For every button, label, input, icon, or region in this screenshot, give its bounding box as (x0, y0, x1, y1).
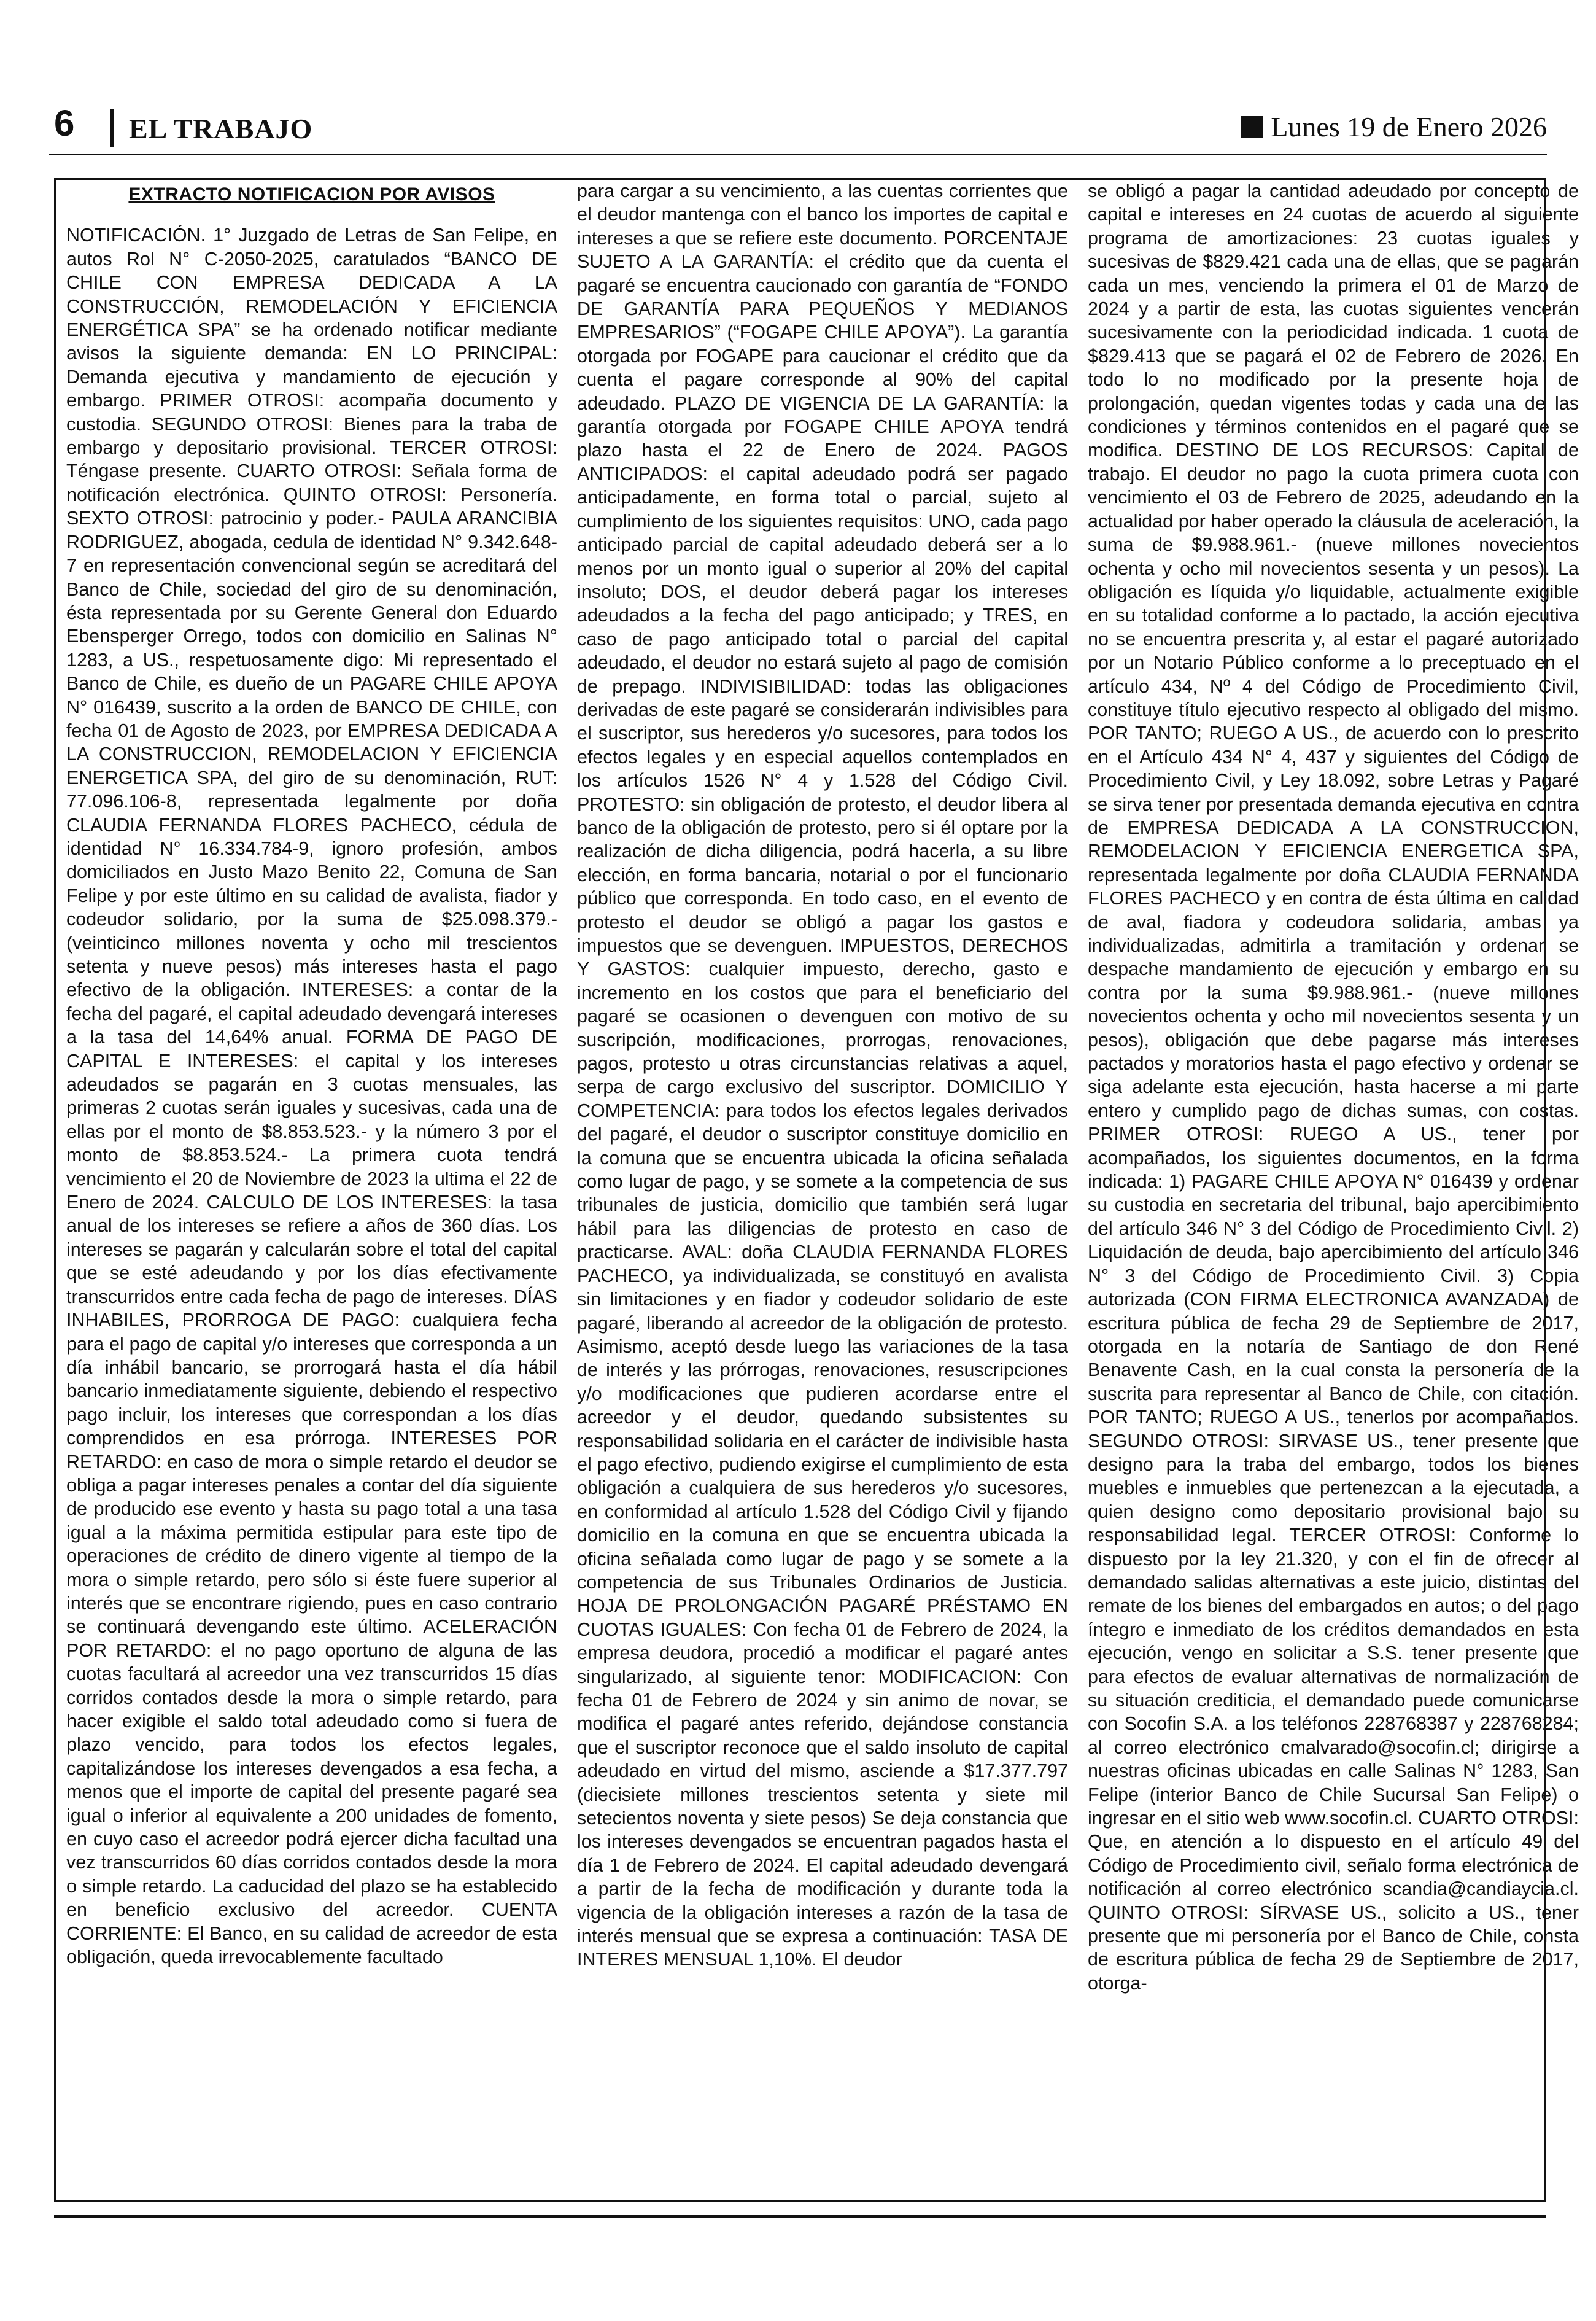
notice-text-col1: NOTIFICACIÓN. 1° Juzgado de Letras de San Felipe, en autos Rol N° C-2050-2025, caratulados “BANCO DE CHILE CON EMPRESA DEDICADA A LA CONSTRUCCIÓN, REMODELACIÓN Y EFICIENCIA ENERGÉTICA SPA” se ha ordenado notificar mediante avisos la siguiente demanda: EN LO PRINCIPAL: Demanda ejecutiva y mandamiento de ejecución y embargo. PRIMER OTROSI: acompaña documento y custodia. SEGUNDO OTROSI: Bienes para la traba de embargo y depositario provisional. TERCER OTROSI: Téngase presente. CUARTO OTROSI: Señala forma de notificación electrónica. QUINTO OTROSI: Personería. SEXTO OTROSI: patrocinio y poder.- PAULA ARANCIBIA RODRIGUEZ, abogada, cedula de identidad N° 9.342.648-7 en representación convencional según se acreditará del Banco de Chile, sociedad del giro de su denominación, ésta representada por su Gerente General don Eduardo Ebensperger Orrego, todos con domicilio en Salinas N° 1283, a US., respetuosamente digo: Mi representado el Banco de Chile, es dueño de un PAGARE CHILE APOYA N° 016439, suscrito a la orden de BANCO DE CHILE, con fecha 01 de Agosto de 2023, por EMPRESA DEDICADA A LA CONSTRUCCION, REMODELACION Y EFICIENCIA ENERGETICA SPA, del giro de su denominación, RUT: 77.096.106-8, representada legalmente por doña CLAUDIA FERNANDA FLORES PACHECO, cédula de identidad N° 16.334.784-9, ignoro profesión, ambos domiciliados en Justo Mazo Benito 22, Comuna de San Felipe y por este último en su calidad de avalista, fiador y codeudor solidario, por la suma de $25.098.379.- (veinticinco millones noventa y ocho mil trescientos setenta y nueve pesos) más intereses hasta el pago efectivo de la obligación. INTERESES: a contar de la fecha del pagaré, el capital adeudado devengará intereses a la tasa del 14,64% anual. FORMA DE PAGO DE CAPITAL E INTERESES: el capital y los intereses adeudados se pagarán en 3 cuotas mensuales, las primeras 2 cuotas serán iguales y sucesivas, cada una de ellas por el monto de $8.853.523.- y la número 3 por el monto de $8.853.524.- La primera cuota tendrá vencimiento el 20 de Noviembre de 2023 la ultima el 22 de Enero de 2024. CALCULO DE LOS INTERESES: la tasa anual de los intereses se refiere a años de 360 días. Los intereses se pagarán y calcularán sobre el total del capital que se esté adeudando y por los días efectivamente transcurridos entre cada fecha de pago de intereses. DÍAS INHABILES, PRORROGA DE PAGO: cualquiera fecha para el pago de capital y/o intereses que corresponda a un día inhábil bancario, se prorrogará hasta el día hábil bancario inmediatamente siguiente, debiendo el respectivo pago incluir, los intereses que correspondan a los días comprendidos en esa prórroga. INTERESES POR RETARDO: en caso de mora o simple retardo el deudor se obliga a pagar intereses penales a contar del día siguiente de producido ese evento y hasta su pago total a una tasa igual a la máxima permitida estipular para este tipo de operaciones de crédito de dinero vigente al tiempo de la mora o simple retardo, pero sólo si éste fuere superior al interés que se encontrare rigiendo, pues en caso contrario se continuará devengando este último. ACELERACIÓN POR RETARDO: el no pago oportuno de alguna de las cuotas facultará al acreedor una vez transcurridos 15 días corridos contados desde la mora o simple retardo, para hacer exigible el saldo total adeudado como si fuera de plazo vencido, para todos los efectos legales, capitalizándose los intereses devengados a esa fecha, a menos que el importe de capital del presente pagaré sea igual o inferior al equivalente a 200 unidades de fomento, en cuyo caso el acreedor podrá ejercer dicha facultad una vez transcurridos 60 días corridos contados desde la mora o simple retardo. La caducidad del plazo se ha establecido en beneficio exclusivo del acreedor. CUENTA CORRIENTE: El Banco, en su calidad de acreedor de esta obligación, queda irrevocablemente facultado (66, 225, 557, 1968)
notice-text-col2: para cargar a su vencimiento, a las cuentas corrientes que el deudor mantenga con el banco los importes de capital e intereses a que se refiere este documento. PORCENTAJE SUJETO A LA GARANTÍA: el crédito que da cuenta el pagaré se encuentra caucionado con garantía de “FONDO DE GARANTÍA PARA PEQUEÑOS Y MEDIANOS EMPRESARIOS” (“FOGAPE CHILE APOYA”). La garantía otorgada por FOGAPE para caucionar el crédito que da cuenta el pagare corresponde al 90% del capital adeudado. PLAZO DE VIGENCIA DE LA GARANTÍA: la garantía otorgada por FOGAPE CHILE APOYA tendrá plazo hasta el 22 de Enero de 2024. PAGOS ANTICIPADOS: el capital adeudado podrá ser pagado anticipadamente, en forma total o parcial, sujeto al cumplimiento de los siguientes requisitos: UNO, cada pago anticipado parcial de capital adeudado deberá ser a lo menos por un monto igual o superior al 20% del capital insoluto; DOS, el deudor deberá pagar los intereses adeudados a la fecha del pago anticipado; y TRES, en caso de pago anticipado total o parcial del capital adeudado, el deudor no estará sujeto al pago de comisión de prepago. INDIVISIBILIDAD: todas las obligaciones derivadas de este pagaré se considerarán indivisibles para el suscriptor, sus herederos y/o sucesores, para todos los efectos legales y en especial aquellos contemplados en los artículos 1526 N° 4 y 1.528 del Código Civil. PROTESTO: sin obligación de protesto, el deudor libera al banco de la obligación de protesto, pero si él optare por la realización de dicha diligencia, podrá hacerla, a su libre elección, en forma bancaria, notarial o por el funcionario público que corresponda. En todo caso, en el evento de protesto el deudor se obligó a pagar los gastos e impuestos que se devenguen. IMPUESTOS, DERECHOS Y GASTOS: cualquier impuesto, derecho, gasto e incremento en los costos que para el beneficiario del pagaré se ocasionen o devenguen con motivo de su suscripción, modificaciones, prorrogas, renovaciones, pagos, protesto u otras circunstancias relativas a aquel, serpa de cargo exclusivo del suscriptor. DOMICILIO Y COMPETENCIA: para todos los efectos legales derivados del pagaré, el deudor o suscriptor constituye domicilio en la comuna que se encuentra ubicada la oficina señalada como lugar de pago, y se somete a la competencia de sus tribunales de justicia, domicilio que también será lugar hábil para las diligencias de protesto en caso de practicarse. AVAL: doña CLAUDIA FERNANDA FLORES PACHECO, ya individualizada, se constituyó en avalista sin limitaciones y en fiador y codeudor solidario de este pagaré, liberando al acreedor de la obligación de protesto. Asimismo, aceptó desde luego las variaciones de la tasa de interés y las prórrogas, renovaciones, resuscripciones y/o modificaciones que pudieren acordarse entre el acreedor y el deudor, quedando subsistentes su responsabilidad solidaria en el carácter de indivisible hasta el pago efectivo, pudiendo exigirse el cumplimiento de esta obligación a cualquiera de sus herederos y/o sucesores, en conformidad al artículo 1.528 del Código Civil y fijando domicilio en la comuna en que se encuentra ubicada la oficina señalada como lugar de pago y se somete a la competencia de sus Tribunales Ordinarios de Justicia. HOJA DE PROLONGACIÓN PAGARÉ PRÉSTAMO EN CUOTAS IGUALES: Con fecha 01 de Febrero de 2024, la empresa deudora, procedió a modificar el pagaré antes singularizado, al siguiente tenor: MODIFICACION: Con fecha 01 de Febrero de 2024 y sin animo de novar, se modifica el pagaré antes referido, dejándose constancia que el suscriptor reconoce que el saldo insoluto de capital adeudado en virtud del mismo, asciende a $17.377.797 (diecisiete millones trescientos setenta y siete mil setecientos noventa y siete pesos) Se deja constancia que los intereses devengados se encuentran pagados hasta el día 1 de Febrero de 2024. El capital adeudado devengará a partir de la fecha de modificación y durante toda la vigencia de la obligación intereses a razón de la tasa de interés mensual que se expresa a continuación: TASA DE INTERES MENSUAL 1,10%. El deudor (577, 181, 1068, 1970)
date-block (1241, 110, 1547, 144)
issue-date: Lunes 19 de Enero 2026 (1271, 111, 1547, 142)
notice-column-3 (1088, 179, 1579, 2192)
square-bullet-icon (1241, 116, 1263, 138)
header-rule (49, 154, 1547, 155)
notice-column-1 (66, 179, 557, 2192)
notice-title: EXTRACTO NOTIFICACION POR AVISOS (128, 184, 495, 204)
header-divider (110, 109, 114, 147)
footer-rule (54, 2215, 1546, 2218)
newspaper-name: EL TRABAJO (129, 113, 313, 144)
notice-column-2 (577, 179, 1068, 2192)
notice-text-col3: se obligó a pagar la cantidad adeudado por concepto de capital e intereses en 24 cuotas de acuerdo al siguiente programa de amortizaciones: 23 cuotas iguales y sucesivas de $829.421 cada una de ellas, que se pagarán cada un mes, venciendo la primera el 01 de Marzo de 2024 y a partir de esta, las cuotas siguientes vencerán sucesivamente con la periodicidad indicada. 1 cuota de $829.413 que se pagará el 02 de Febrero de 2026. En todo lo no modificado por la presente hoja de prolongación, quedan vigentes todas y cada una de las condiciones y términos contenidos en el pagaré que se modifica. DESTINO DE LOS RECURSOS: Capital de trabajo. El deudor no pago la cuota primera cuota con vencimiento el 03 de Febrero de 2025, adeudando en la actualidad por haber operado la cláusula de aceleración, la suma de $9.988.961.- (nueve millones novecientos ochenta y ocho mil novecientos sesenta y un pesos). La obligación es líquida y/o liquidable, actualmente exigible en su totalidad conforme a lo pactado, la acción ejecutiva no se encuentra prescrita y, al estar el pagaré autorizado por un Notario Público conforme a lo preceptuado en el artículo 434, Nº 4 del Código de Procedimiento Civil, constituye título ejecutivo respecto al obligado del mismo. POR TANTO; RUEGO A US., de acuerdo con lo prescrito en el Artículo 434 N° 4, 437 y siguientes del Código de Procedimiento Civil, y Ley 18.092, sobre Letras y Pagaré se sirva tener por presentada demanda ejecutiva en contra de EMPRESA DEDICADA A LA CONSTRUCCION, REMODELACION Y EFICIENCIA ENERGETICA SPA, representada legalmente por doña CLAUDIA FERNANDA FLORES PACHECO y en contra de ésta última en calidad de aval, fiadora y codeudora solidaria, ambas ya individualizadas, admitirla a tramitación y ordenar se despache mandamiento de ejecución y embargo en su contra por la suma $9.988.961.- (nueve millones novecientos ochenta y ocho mil novecientos sesenta y un pesos), obligación que debe pagarse más intereses pactados y moratorios hasta el pago efectivo y ordenar se siga adelante esta ejecución, hasta hacerse a mi parte entero y cumplido pago de dichas sumas, con costas. PRIMER OTROSI: RUEGO A US., tener por acompañados, los siguientes documentos, en la forma indicada: 1) PAGARE CHILE APOYA N° 016439 y ordenar su custodia en secretaria del tribunal, bajo apercibimiento del artículo 346 N° 3 del Código de Procedimiento Civil. 2) Liquidación de deuda, bajo apercibimiento del artículo 346 N° 3 del Código de Procedimiento Civil. 3) Copia autorizada (CON FIRMA ELECTRONICA AVANZADA) de escritura pública de fecha 29 de Septiembre de 2017, otorgada en la notaría de Santiago de don René Benavente Cash, en la cual consta la personería de la suscrita para representar al Banco de Chile, con citación. POR TANTO; RUEGO A US., tenerlos por acompañados. SEGUNDO OTROSI: SIRVASE US., tener presente que designo para la traba del embargo, todos los bienes muebles e inmuebles que pertenezcan a la ejecutada, a quien designo como depositario provisional bajo su responsabilidad legal. TERCER OTROSI: Conforme lo dispuesto por la ley 21.320, y con el fin de ofrecer al demandado salidas alternativas a este juicio, distintas del remate de los bienes del embargados en autos; o del pago íntegro e inmediato de los créditos demandados en esta ejecución, vengo en solicitar a S.S. tener presente que para efectos de evaluar alternativas de normalización de su situación crediticia, el demandado puede comunicarse con Socofin S.A. a los teléfonos 228768387 y 228768284; al correo electrónico cmalvarado@socofin.cl; dirigirse a nuestras oficinas ubicadas en calle Salinas N° 1283, San Felipe (interior Banco de Chile Sucursal San Felipe) o ingresar en el sitio web www.socofin.cl. CUARTO OTROSI: Que, en atención a lo dispuesto en el artículo 49 del Código de Procedimiento civil, señalo forma electrónica de notificación al correo electrónico scandia@candiaycia.cl. QUINTO OTROSI: SÍRVASE US., solicito a US., tener presente que mi personería por el Banco de Chile, consta de escritura pública de fecha 29 de Septiembre de 2017, otorga- (1088, 181, 1579, 1994)
page-header (49, 101, 1547, 150)
page-number: 6 (54, 103, 75, 144)
